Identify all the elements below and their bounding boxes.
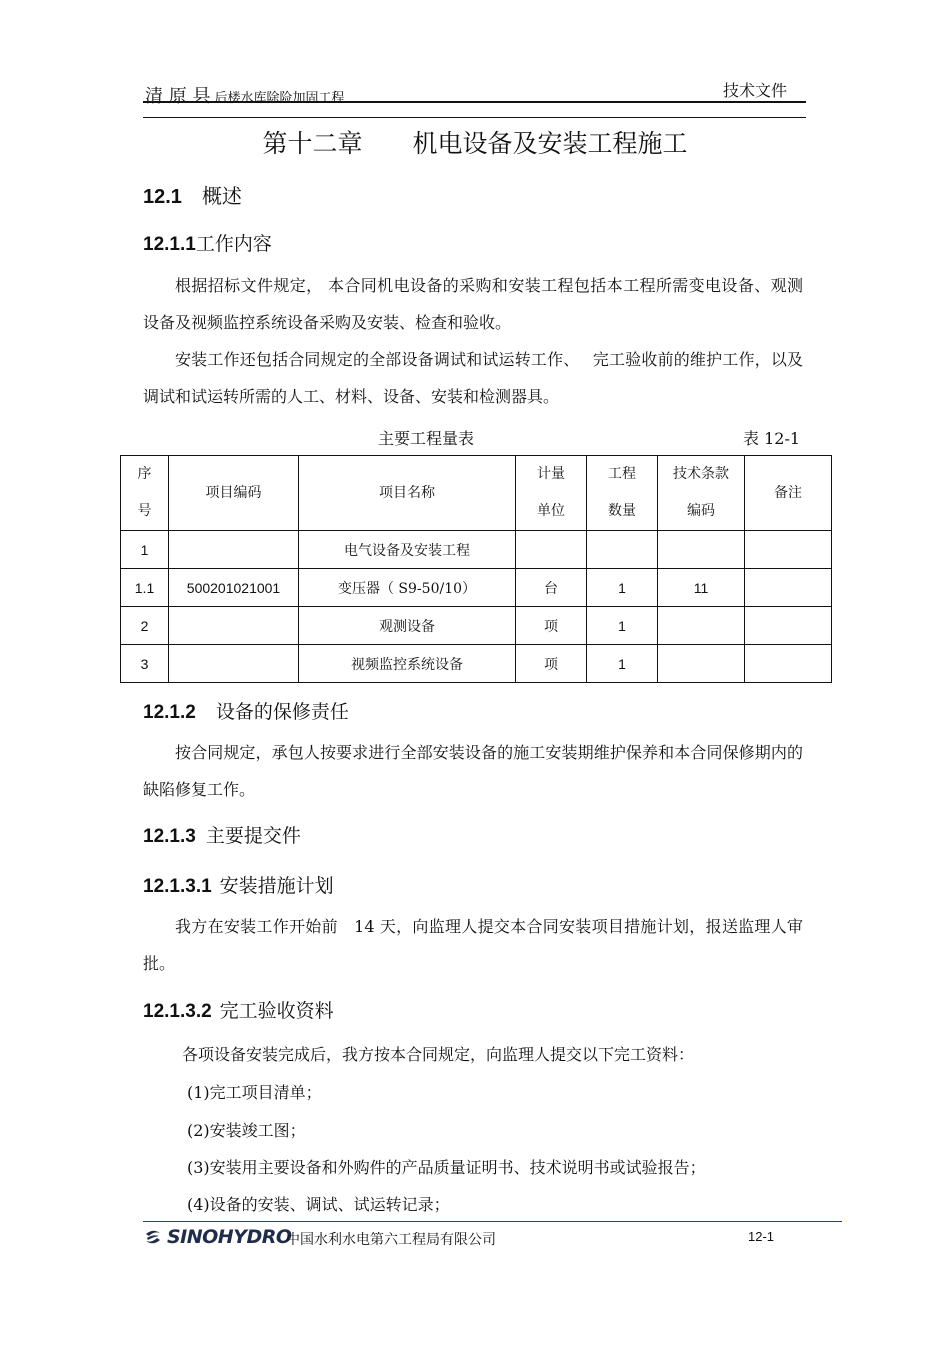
paragraph-completion-intro: 各项设备安装完成后，我方按本合同规定，向监理人提交以下完工资料： [182,1045,695,1064]
cell-seq: 2 [121,607,169,645]
header-rule-thick [143,101,806,103]
cell-qty: 1 [587,645,658,683]
cell-code: 500201021001 [169,569,299,607]
cell-seq: 3 [121,645,169,683]
header-unit: 计量 单位 [516,456,587,531]
section-12-1 [143,180,242,209]
cell-name: 视频监控系统设备 [299,645,516,683]
cell-seq: 1.1 [121,569,169,607]
section-number: 12.1 [143,186,182,208]
list-item: (3)安装用主要设备和外购件的产品质量证明书、技术说明书或试验报告； [187,1158,706,1177]
cell-remark [745,569,832,607]
cell-unit: 项 [516,645,587,683]
table-row [121,645,832,683]
section-title: 工作内容 [195,233,272,255]
cell-qty [587,531,658,569]
cell-code [169,607,299,645]
cell-remark [745,645,832,683]
paragraph-install-plan: 我方在安装工作开始前 14 天，向监理人提交本合同安装项目措施计划，报送监理人审批。 [143,917,803,973]
cell-qty: 1 [587,607,658,645]
section-12-1-1 [143,229,272,256]
table-caption: 主要工程量表 [378,429,475,448]
cell-clause [658,645,745,683]
cell-unit [516,531,587,569]
cell-clause [658,531,745,569]
section-title: 设备的保修责任 [215,701,349,723]
list-item: (2)安装竣工图； [187,1121,306,1140]
cell-remark [745,607,832,645]
header-project [145,82,344,108]
header-rule-thin [143,117,806,118]
page-number: 12-1 [748,1229,775,1244]
chapter-title: 第十二章 机电设备及安装工程施工 [262,129,688,158]
section-title: 安装措施计划 [219,875,334,897]
section-number: 12.1.3.1 [143,876,212,897]
company-logo [143,1226,292,1248]
section-number: 12.1.3.2 [143,1001,212,1022]
table-row [121,607,832,645]
section-12-1-3 [143,821,301,848]
cell-code [169,531,299,569]
header-remark: 备注 [745,456,832,531]
paragraph-install-scope: 安装工作还包括合同规定的全部设备调试和试运转工作、 完工验收前的维护工作，以及调试和试运转所需的人工、材料、设备、安装和检测器具。 [143,350,803,406]
paragraph-work-scope: 根据招标文件规定， 本合同机电设备的采购和安装工程包括本工程所需变电设备、观测设备及视频监控系统设备采购及安装、检查和验收。 [143,276,803,332]
cell-clause [658,607,745,645]
header-name: 项目名称 [299,456,516,531]
cell-name: 观测设备 [299,607,516,645]
header-project-name: 后楼水库除险加固工程 [214,91,345,106]
cell-unit: 台 [516,569,587,607]
header-clause: 技术条款 编码 [658,456,745,531]
footer-rule [143,1221,842,1222]
cell-name: 电气设备及安装工程 [299,531,516,569]
header-qty: 工程 数量 [587,456,658,531]
table-number: 表 12-1 [743,429,801,448]
cell-unit: 项 [516,607,587,645]
sinohydro-swirl-icon [143,1227,163,1247]
cell-qty: 1 [587,569,658,607]
footer-company: 中国水利水电第六工程局有限公司 [286,1232,496,1248]
list-item: (1)完工项目清单； [187,1083,322,1102]
cell-seq: 1 [121,531,169,569]
table-row [121,531,832,569]
section-title: 完工验收资料 [219,1000,334,1022]
section-12-1-3-1 [143,871,334,898]
cell-clause: 11 [658,569,745,607]
cell-name: 变压器（ S9-50/10） [299,569,516,607]
table-row [121,569,832,607]
section-number: 12.1.2 [143,702,196,723]
paragraph-warranty: 按合同规定，承包人按要求进行全部安装设备的施工安装期维护保养和本合同保修期内的缺陷修复工作。 [143,743,803,799]
quantity-table [120,455,832,683]
cell-code [169,645,299,683]
section-12-1-3-2 [143,996,334,1023]
header-doc-type: 技术文件 [723,81,788,100]
section-number: 12.1.1 [143,234,196,255]
logo-text: SINOHYDRO [167,1226,292,1248]
list-item: (4)设备的安装、调试、试运转记录； [187,1195,450,1214]
cell-remark [745,531,832,569]
header-seq: 序 号 [121,456,169,531]
section-title: 概述 [201,184,242,208]
header-code: 项目编码 [169,456,299,531]
section-12-1-2 [143,697,349,724]
table-header-row [121,456,832,531]
section-number: 12.1.3 [143,826,196,847]
section-title: 主要提交件 [205,825,301,847]
header-county: 清 原 县 [145,86,211,107]
